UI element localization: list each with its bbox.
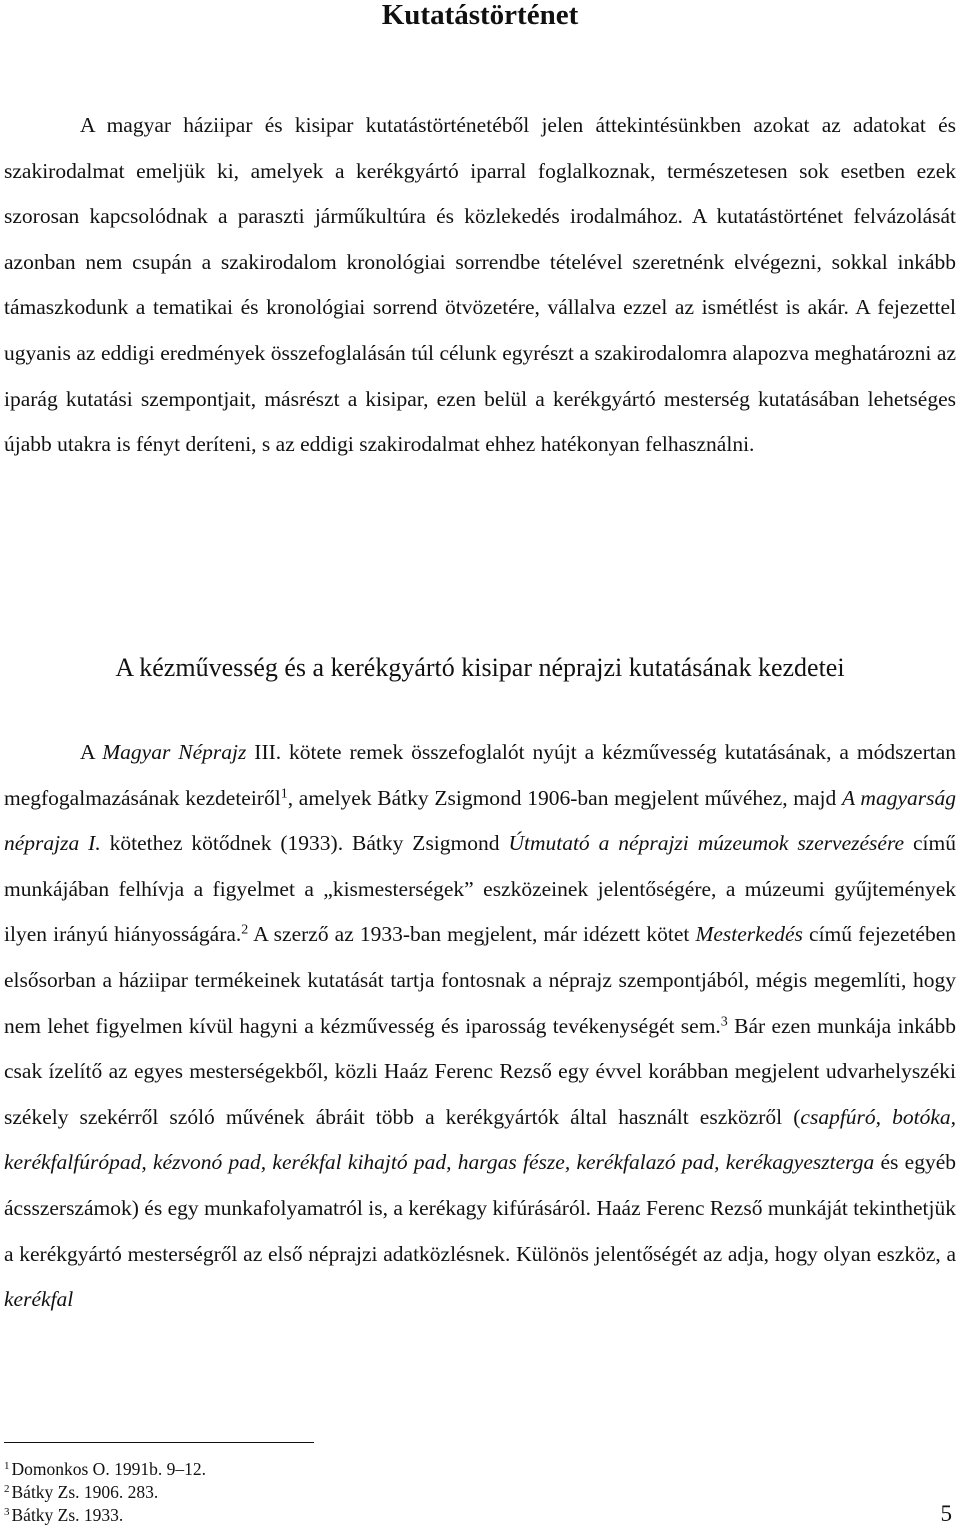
italic-title-magyar-neprajz: Magyar Néprajz (102, 740, 247, 764)
text-span: című munkájában felhívja a figyelmet a „kismesterségek” eszközeinek jelentőségére, a múzeumi gyűjtemények ilyen irányú hiányosságára. (4, 831, 956, 947)
footnote (4, 1481, 206, 1504)
text-span: kötethez kötődnek (1933). Bátky Zsigmond (100, 831, 509, 856)
footnote-number: 2 (4, 1482, 10, 1495)
footnote (4, 1458, 206, 1481)
page-title: Kutatástörténet (381, 0, 579, 31)
footnote-ref-2: 2 (241, 922, 249, 938)
footnote-ref-1: 1 (280, 785, 288, 801)
footnote-text: Bátky Zs. 1906. 283. (11, 1482, 159, 1502)
intro-paragraph: A magyar háziipar és kisipar kutatástörténetéből jelen áttekintésünkben azokat az adatokat és szakirodalmat emeljük ki, amelyek a kerékgyártó iparral foglalkoznak, természetesen sok esetben ezek szorosan kapcsolódnak a paraszti járműkultúra és közlekedés irodalmához. A kutatástörténet felvázolását azonban nem csupán a szakirodalom kronológiai sorrendbe tételével szeretnénk elvégezni, sokkal inkább támaszkodunk a tematikai és kronológiai sorrend ötvözetére, vállalva ezzel az ismétlést is akár. A fejezettel ugyanis az eddigi eredmények összefoglalásán túl célunk egyrészt a szakirodalomra alapozva meghatározni az iparág kutatási szempontjait, másrészt a kisipar, ezen belül a kerékgyártó mesterség kutatásában lehetséges újabb utakra is fényt deríteni, s az eddigi szakirodalmat ehhez hatékonyan felhasználni. (4, 113, 956, 457)
footnote (4, 1504, 206, 1527)
italic-term-kerekfal: kerékfal (4, 1287, 74, 1312)
footnote-text: Bátky Zs. 1933. (11, 1505, 124, 1525)
text-span: és egyéb ácsszerszámok) és egy munkafolyamatról is, a kerékagy kifúrásáról. Haáz Ferenc Rezső munkáját tekinthetjük a kerékgyártó mesterségről az első néprajzi adatközlésnek. Különös jelentőségét az adja, hogy olyan eszköz, a (4, 1150, 957, 1266)
text-span: című fejezetében elsősorban a háziipar termékeinek kutatását tartja fontosnak a néprajz szempontjából, mégis megemlíti, hogy nem lehet figyelmen kívül hagyni a kézművesség és iparosság tevékenységét sem. (4, 922, 956, 1038)
footnote-number: 1 (4, 1459, 10, 1472)
section-paragraph (4, 730, 956, 1323)
text-span: Bár ezen munkája inkább csak ízelítő az egyes mesterségekből, közli Haáz Ferenc Rezső egy évvel korábban megjelent udvarhelyszéki székely szekérről szóló művének ábráit több a kerékgyártók által használt eszközről ( (4, 1013, 956, 1129)
footnote-text: Domonkos O. 1991b. 9–12. (11, 1459, 206, 1479)
section-heading: A kézművesség és a kerékgyártó kisipar néprajzi kutatásának kezdetei (115, 653, 845, 682)
italic-tool-list: csapfúró, botóka, kerékfalfúrópad, kézvonó pad, kerékfal kihajtó pad, hargas fésze, kerékfalazó pad, kerékagyeszterga (4, 1104, 956, 1175)
footnote-list (4, 1458, 206, 1527)
italic-title-utmutato: Útmutató a néprajzi múzeumok szervezésére (508, 831, 905, 856)
text-span: A (80, 740, 103, 764)
text-span: A szerző az 1933-ban megjelent, már idézett kötet (248, 922, 696, 947)
italic-title-mesterkedes: Mesterkedés (695, 922, 803, 947)
footnote-ref-3: 3 (720, 1013, 728, 1029)
text-span: , amelyek Bátky Zsigmond 1906-ban megjelent művéhez, majd (287, 785, 842, 810)
text-span: III. kötete remek összefoglalót nyújt a kézművesség kutatásának, a módszertan megfogalmazásának kezdeteiről (4, 740, 956, 810)
footnote-divider (4, 1442, 314, 1443)
italic-title-magyarsag-neprajza: A magyarság néprajza I. (4, 785, 956, 856)
page-number: 5 (940, 1501, 952, 1526)
footnote-number: 3 (4, 1505, 10, 1518)
